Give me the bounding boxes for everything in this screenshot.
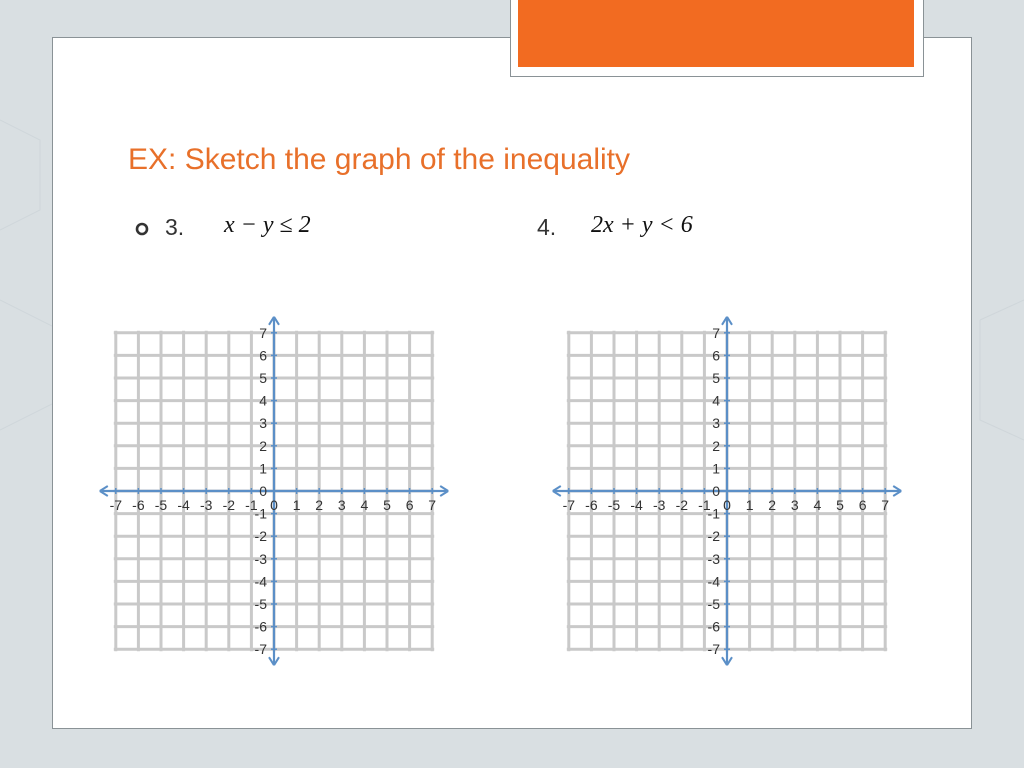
coordinate-grid-problem-4	[548, 312, 908, 672]
x-tick-label: 2	[315, 497, 324, 513]
y-tick-label: 4	[259, 392, 267, 409]
x-tick-label: 5	[383, 497, 391, 513]
x-tick-label: -6	[585, 497, 598, 513]
coordinate-grid-problem-3	[95, 312, 455, 672]
y-tick-label: -7	[254, 641, 267, 658]
x-tick-label: 6	[405, 497, 414, 513]
x-tick-label: -7	[562, 497, 576, 513]
x-tick-label: 2	[768, 497, 777, 513]
problem-4-expression: 2x + y < 6	[591, 212, 693, 238]
x-tick-label: 4	[360, 497, 369, 513]
y-tick-label: 3	[712, 415, 720, 432]
y-tick-label: -3	[707, 550, 720, 567]
y-tick-label: 0	[259, 483, 267, 499]
problem-4-number: 4.	[537, 214, 557, 240]
x-tick-label: -5	[154, 497, 168, 513]
x-tick-label: 7	[428, 497, 437, 513]
y-tick-label: 5	[259, 370, 267, 386]
x-tick-label: -2	[675, 497, 689, 513]
x-tick-label: 3	[337, 497, 346, 513]
x-tick-label: 6	[858, 497, 867, 513]
y-tick-label: -5	[707, 596, 720, 612]
x-tick-label: 5	[836, 497, 844, 513]
y-tick-label: 5	[712, 370, 720, 386]
x-tick-label: -5	[607, 497, 621, 513]
problem-3-number: 3.	[165, 214, 185, 240]
x-tick-label: -1	[698, 497, 711, 513]
y-tick-label: 1	[259, 460, 267, 477]
y-tick-label: -4	[707, 573, 720, 590]
y-tick-label: -1	[707, 505, 720, 522]
x-tick-label: -3	[652, 497, 666, 513]
x-tick-label: 3	[790, 497, 799, 513]
x-tick-label: -1	[245, 497, 258, 513]
problem-3-expression: x − y ≤ 2	[224, 212, 311, 238]
x-tick-label: 7	[881, 497, 890, 513]
y-tick-label: 7	[712, 324, 720, 341]
y-tick-label: 0	[712, 483, 720, 499]
y-tick-label: 6	[712, 347, 720, 364]
y-tick-label: -3	[254, 550, 267, 567]
y-tick-label: -2	[254, 528, 267, 545]
y-tick-label: 6	[259, 347, 267, 364]
y-tick-label: 4	[712, 392, 720, 409]
slide-title: EX: Sketch the graph of the inequality	[128, 143, 630, 176]
x-tick-label: 0	[723, 497, 731, 513]
y-tick-label: -6	[707, 618, 720, 635]
y-tick-label: 7	[259, 324, 267, 341]
x-tick-label: -4	[630, 497, 643, 513]
x-tick-label: 1	[745, 497, 754, 513]
circle-bullet-icon	[135, 222, 149, 236]
y-tick-label: -2	[707, 528, 720, 545]
y-tick-label: -5	[254, 596, 267, 612]
y-tick-label: -4	[254, 573, 267, 590]
x-tick-label: -4	[177, 497, 190, 513]
x-tick-label: -3	[199, 497, 213, 513]
x-tick-label: -7	[109, 497, 123, 513]
x-tick-label: -6	[132, 497, 145, 513]
y-tick-label: -7	[707, 641, 720, 658]
y-tick-label: 3	[259, 415, 267, 432]
y-tick-label: -1	[254, 505, 267, 522]
x-tick-label: 0	[270, 497, 278, 513]
accent-block	[518, 0, 914, 67]
x-tick-label: 1	[292, 497, 301, 513]
y-tick-label: 2	[259, 437, 267, 454]
x-tick-label: -2	[222, 497, 236, 513]
y-tick-label: 1	[712, 460, 720, 477]
x-tick-label: 4	[813, 497, 822, 513]
y-tick-label: 2	[712, 437, 720, 454]
y-tick-label: -6	[254, 618, 267, 635]
